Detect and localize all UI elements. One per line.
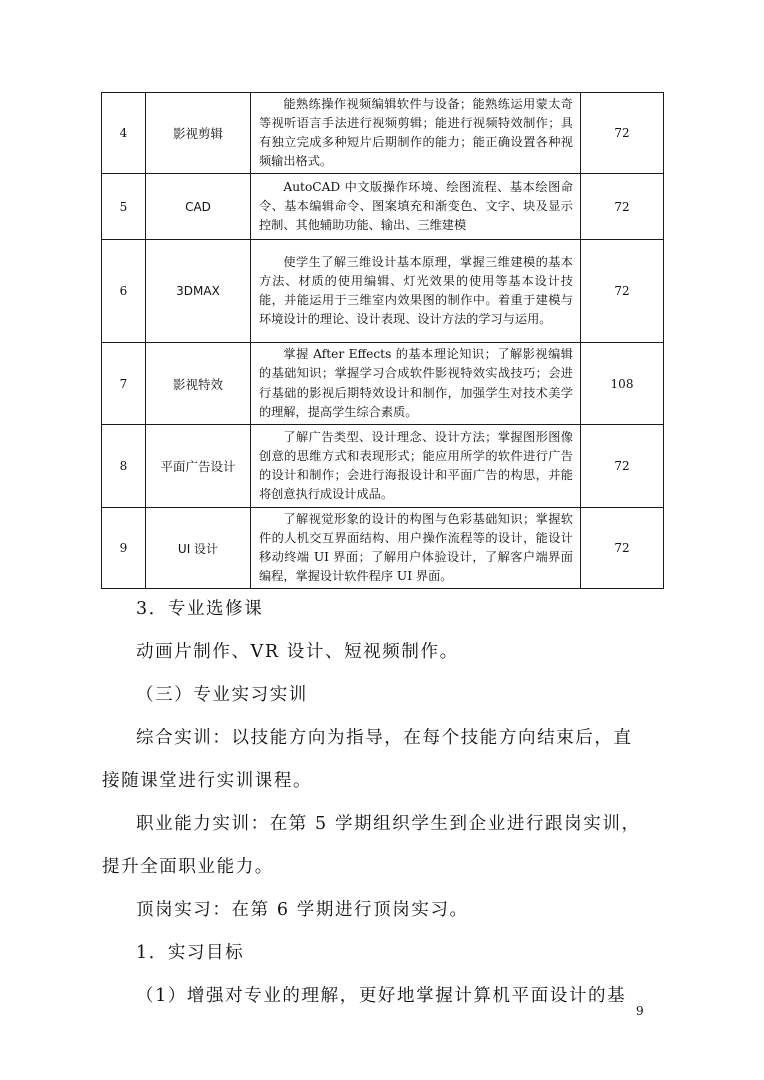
elective-courses: 动画片制作、VR 设计、短视频制作。: [136, 642, 459, 662]
course-description: 了解广告类型、设计理念、设计方法；掌握图形图像创意的思维方式和表现形式；能应用所学的软件进行广告的设计和制作；会进行海报设计和平面广告的构思，并能将创意执行成设计成品。: [251, 425, 581, 508]
course-name: CAD: [146, 174, 251, 240]
page-number: 9: [636, 1004, 644, 1018]
course-hours: 72: [581, 93, 664, 174]
course-name: UI 设计: [146, 508, 251, 589]
course-description: 了解视觉形象的设计的构图与色彩基础知识；掌握软件的人机交互界面结构、用户操作流程等的设计，能设计移动终端 UI 界面；了解用户体验设计，了解客户端界面编程，掌握设计软件程序 UI 界面。: [251, 508, 581, 589]
elective-heading: 3．专业选修课: [136, 599, 264, 619]
course-hours: 72: [581, 425, 664, 508]
course-number: 9: [102, 508, 146, 589]
internship-text: 顶岗实习：在第 6 学期进行顶岗实习。: [136, 900, 469, 920]
course-name: 影视特效: [146, 343, 251, 425]
course-description: 使学生了解三维设计基本原理，掌握三维建模的基本方法、材质的使用编辑、灯光效果的使用等基本设计技能，并能运用于三维室内效果图的制作中。着重于建模与环境设计的理论、设计表现、设计方法的学习与运用。: [251, 240, 581, 343]
practice-heading: （三）专业实习实训: [136, 685, 308, 705]
comprehensive-training-line2: 接随课堂进行实训课程。: [102, 771, 313, 791]
course-hours: 108: [581, 343, 664, 425]
table-row: [102, 174, 664, 240]
course-number: 5: [102, 174, 146, 240]
course-number: 6: [102, 240, 146, 343]
goal-heading: 1．实习目标: [136, 943, 245, 963]
vocational-training-line2: 提升全面职业能力。: [102, 857, 274, 877]
course-hours: 72: [581, 508, 664, 589]
vocational-training-line1: 职业能力实训：在第 5 学期组织学生到企业进行跟岗实训，: [136, 814, 641, 834]
course-description: 能熟练操作视频编辑软件与设备；能熟练运用蒙太奇等视听语言手法进行视频剪辑；能进行视频特效制作；具有独立完成多种短片后期制作的能力；能正确设置各种视频输出格式。: [251, 93, 581, 174]
course-number: 8: [102, 425, 146, 508]
comprehensive-training-line1: 综合实训：以技能方向为指导，在每个技能方向结束后，直: [136, 728, 633, 748]
course-hours: 72: [581, 240, 664, 343]
table-row: [102, 343, 664, 425]
table-row: [102, 93, 664, 174]
course-table: [101, 92, 664, 589]
course-description: AutoCAD 中文版操作环境、绘图流程、基本绘图命令、基本编辑命令、图案填充和渐变色、文字、块及显示控制、其他辅助功能、输出、三维建模: [251, 174, 581, 240]
course-number: 4: [102, 93, 146, 174]
course-name: 影视剪辑: [146, 93, 251, 174]
course-name: 平面广告设计: [146, 425, 251, 508]
course-hours: 72: [581, 174, 664, 240]
goal-item-1: （1）增强对专业的理解，更好地掌握计算机平面设计的基: [136, 986, 627, 1006]
table-row: [102, 240, 664, 343]
table-row: [102, 508, 664, 589]
table-row: [102, 425, 664, 508]
course-number: 7: [102, 343, 146, 425]
course-description: 掌握 After Effects 的基本理论知识；了解影视编辑的基础知识；掌握学习合成软件影视特效实战技巧；会进行基础的影视后期特效设计和制作，加强学生对技术美学的理解，提高学生综合素质。: [251, 343, 581, 425]
course-name: 3DMAX: [146, 240, 251, 343]
